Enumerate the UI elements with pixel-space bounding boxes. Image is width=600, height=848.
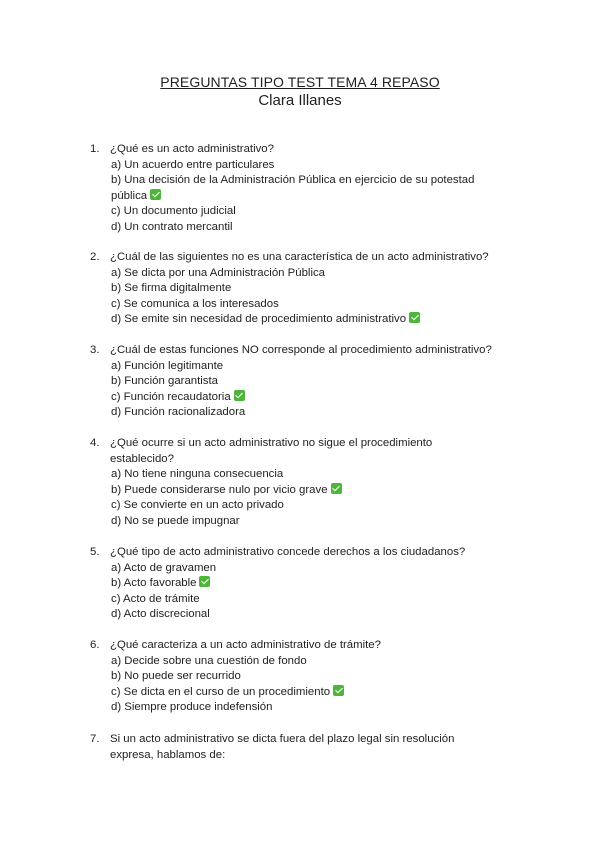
option-d: d) No se puede impugnar [111, 514, 240, 527]
option-a: a) Función legitimante [111, 359, 224, 372]
option-d: d) Acto discrecional [111, 608, 210, 621]
question-2 [90, 250, 530, 328]
option-b: b) Puede considerarse nulo por vicio grave [111, 483, 530, 499]
question-text: ¿Qué tipo de acto administrativo concede derechos a los ciudadanos? [110, 546, 466, 558]
option-c: c) Se dicta en el curso de un procedimiento [111, 685, 530, 701]
question-6 [90, 638, 530, 716]
options-list [90, 359, 530, 421]
question-text: ¿Qué es un acto administrativo? [110, 143, 274, 155]
option-a: a) Decide sobre una cuestión de fondo [111, 654, 307, 667]
question-number: 6. [90, 639, 100, 651]
option-a: a) Acto de gravamen [111, 561, 217, 574]
check-mark-icon [331, 483, 342, 494]
options-list [90, 654, 530, 716]
check-mark-icon [234, 390, 245, 401]
document-title: PREGUNTAS TIPO TEST TEMA 4 REPASO [160, 74, 440, 90]
option-a: a) Un acuerdo entre particulares [111, 158, 275, 171]
options-list [90, 266, 530, 328]
question-text: Si un acto administrativo se dicta fuera del plazo legal sin resolución expresa, hablamos de: [110, 733, 455, 761]
question-text: ¿Cuál de estas funciones NO corresponde al procedimiento administrativo? [110, 344, 492, 356]
question-number: 1. [90, 143, 100, 155]
options-list [90, 561, 530, 623]
options-list [90, 467, 530, 529]
document-author: Clara Illanes [258, 92, 342, 109]
question-text: ¿Qué ocurre si un acto administrativo no sigue el procedimiento establecido? [110, 437, 433, 465]
option-b: b) Función garantista [111, 375, 219, 388]
question-3 [90, 343, 530, 421]
option-d: d) Un contrato mercantil [111, 220, 233, 233]
question-number: 7. [90, 733, 100, 745]
option-a: a) Se dicta por una Administración Pública [111, 266, 326, 279]
question-number: 2. [90, 251, 100, 263]
question-1 [90, 142, 530, 236]
question-text: ¿Cuál de las siguientes no es una característica de un acto administrativo? [110, 251, 489, 263]
option-d: d) Se emite sin necesidad de procedimiento administrativo [111, 312, 530, 328]
check-mark-icon [150, 189, 161, 200]
option-b: b) Se firma digitalmente [111, 282, 232, 295]
question-4 [90, 436, 530, 530]
option-d: d) Siempre produce indefensión [111, 701, 273, 714]
question-text: ¿Qué caracteriza a un acto administrativo de trámite? [110, 639, 381, 651]
option-c: c) Se comunica a los interesados [111, 297, 279, 310]
question-number: 5. [90, 546, 100, 558]
option-c: c) Se convierte en un acto privado [111, 499, 284, 512]
check-mark-icon [333, 685, 344, 696]
question-7 [90, 732, 530, 763]
option-d: d) Función racionalizadora [111, 406, 246, 419]
check-mark-icon [409, 312, 420, 323]
option-c: c) Acto de trámite [111, 592, 200, 605]
option-b: b) Una decisión de la Administración Pública en ejercicio de su potestad pública [111, 174, 475, 202]
option-a: a) No tiene ninguna consecuencia [111, 468, 284, 481]
option-b: b) Acto favorable [111, 576, 530, 592]
question-5 [90, 545, 530, 623]
question-number: 4. [90, 437, 100, 449]
question-number: 3. [90, 344, 100, 356]
options-list [90, 158, 530, 236]
check-mark-icon [199, 576, 210, 587]
option-b: b) No puede ser recurrido [111, 670, 241, 683]
option-c: c) Función recaudatoria [111, 390, 530, 406]
option-c: c) Un documento judicial [111, 205, 236, 218]
